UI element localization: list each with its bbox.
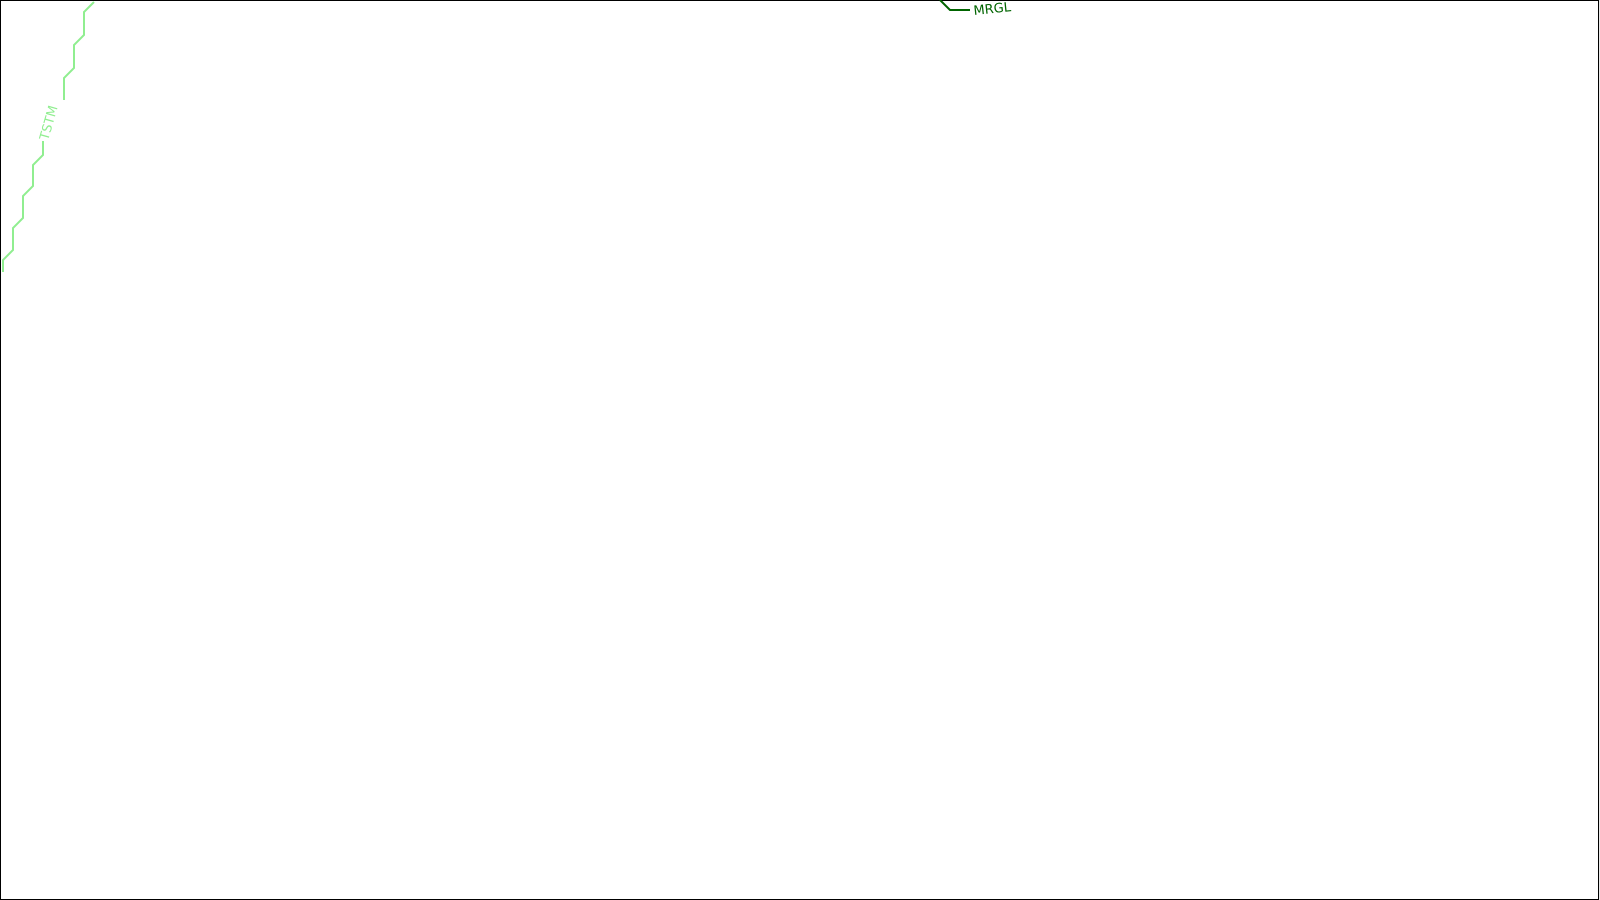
tstm-risk-label: TSTM <box>37 103 62 143</box>
mrgl-risk-label: MRGL <box>972 0 1012 19</box>
map-background <box>1 1 1599 900</box>
